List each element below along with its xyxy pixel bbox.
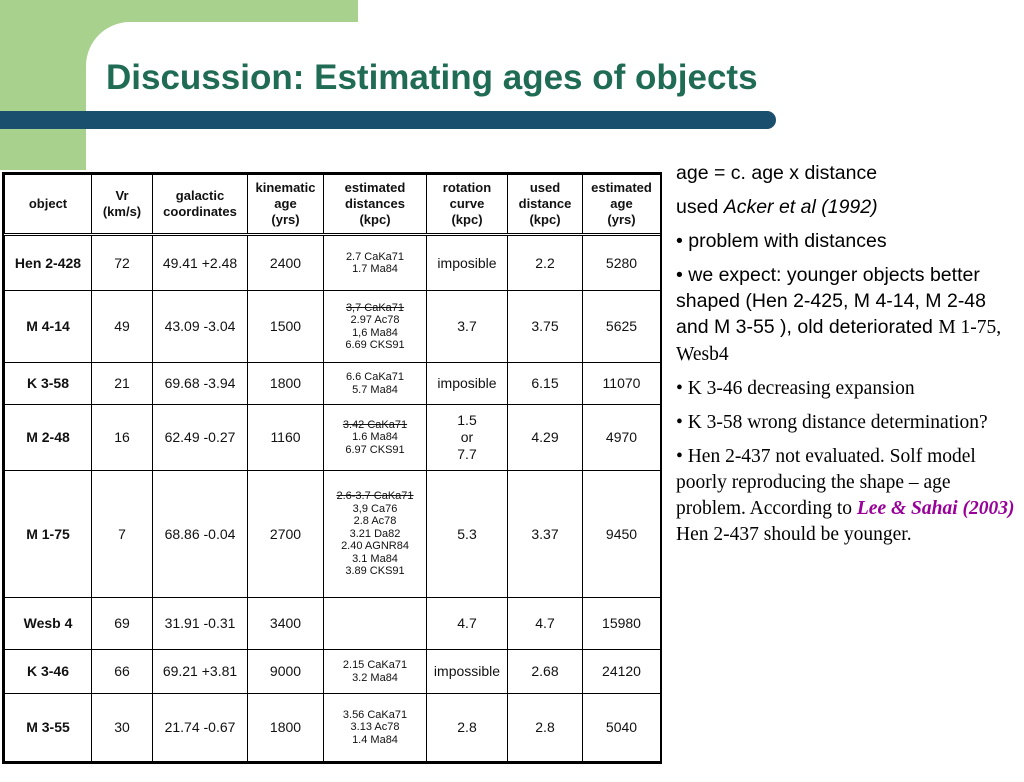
notes-panel (676, 160, 1022, 556)
table-row (5, 694, 661, 762)
column-header-line: rotation (442, 180, 492, 195)
cell-distances (324, 235, 427, 291)
table-row (5, 363, 661, 405)
cell-rotation-curve (427, 598, 508, 650)
rotation-value: 2.8 (457, 719, 477, 735)
column-header-line: (yrs) (271, 212, 300, 227)
cell-object: Hen 2-428 (5, 235, 92, 291)
distance-entry: 2.8 Ac78 (353, 515, 397, 528)
cell-coordinates: 21.74 -0.67 (153, 694, 248, 762)
column-header-line: estimated (344, 180, 406, 195)
cell-used-distance: 3.75 (508, 291, 583, 363)
cell-object: M 1-75 (5, 471, 92, 598)
cell-object: Wesb 4 (5, 598, 92, 650)
cell-vr: 66 (92, 650, 153, 694)
distance-entry: 1.7 Ma84 (352, 263, 398, 275)
table-row (5, 598, 661, 650)
bullet-hen2437-conclusion: Hen 2-437 should be younger. (676, 524, 912, 545)
bullet-hen2437-citation: Lee & Sahai (2003) (856, 498, 1015, 519)
cell-rotation-curve (427, 405, 508, 471)
cell-object: M 3-55 (5, 694, 92, 762)
bullet-expectation-text: • we expect: younger objects better shaped (Hen 2-425, M 4-14, M 2-48 and M 3-55 ), old deteriorated (676, 264, 987, 338)
distance-entry: 3.2 Ma84 (352, 671, 398, 684)
cell-kinematic-age: 1160 (248, 405, 324, 471)
distance-entry: 1.6 Ma84 (352, 431, 398, 444)
cell-object: K 3-46 (5, 650, 92, 694)
column-header-line: estimated (591, 180, 652, 195)
cell-estimated-age: 5040 (583, 694, 661, 762)
column-header-line: (kpc) (529, 212, 561, 227)
cell-rotation-curve (427, 471, 508, 598)
column-header-line: (km/s) (102, 204, 142, 219)
cell-vr: 30 (92, 694, 153, 762)
title-underline-bar (0, 111, 776, 129)
bullet-distances: • problem with distances (676, 230, 887, 252)
cell-kinematic-age: 1800 (248, 694, 324, 762)
distance-entry: 1.4 Ma84 (352, 733, 398, 746)
table-header-row (5, 175, 661, 235)
column-header-line: Vr (115, 188, 129, 203)
cell-object: M 2-48 (5, 405, 92, 471)
cell-distances (324, 598, 427, 650)
column-header-line: object (28, 196, 68, 211)
table-row (5, 471, 661, 598)
cell-estimated-age: 5280 (583, 235, 661, 291)
cell-rotation-curve (427, 291, 508, 363)
distance-entry: 1,6 Ma84 (352, 326, 398, 339)
cell-coordinates: 62.49 -0.27 (153, 405, 248, 471)
bullet-k358: • K 3-58 wrong distance determination? (676, 412, 988, 433)
distance-entry: 2.15 CaKa71 (342, 659, 408, 671)
cell-kinematic-age: 1500 (248, 291, 324, 363)
cell-used-distance: 3.37 (508, 471, 583, 598)
distance-entry: 3.89 CKS91 (345, 565, 405, 578)
cell-coordinates: 69.68 -3.94 (153, 363, 248, 405)
column-header-line: curve (449, 196, 485, 211)
cell-used-distance: 4.29 (508, 405, 583, 471)
column-header-line: (kpc) (451, 212, 483, 227)
rotation-value: or (460, 429, 474, 445)
cell-object: M 4-14 (5, 291, 92, 363)
rotation-value: 4.7 (457, 615, 477, 631)
rotation-value: 1.5 (457, 412, 477, 428)
column-header (248, 175, 324, 235)
table-row (5, 235, 661, 291)
column-header-line: kinematic (255, 180, 316, 195)
column-header (508, 175, 583, 235)
column-header-line: (yrs) (607, 212, 636, 227)
column-header (92, 175, 153, 235)
cell-kinematic-age: 2400 (248, 235, 324, 291)
column-header-line: age (274, 196, 297, 211)
cell-estimated-age: 24120 (583, 650, 661, 694)
bullet-hen2437-text: • Hen 2-437 not evaluated. Solf model poorly reproducing the shape – age problem. According to (676, 446, 976, 519)
column-header-line: distance (518, 196, 572, 211)
cell-distances (324, 363, 427, 405)
table-body (5, 235, 661, 762)
bullet-k346: • K 3-46 decreasing expansion (676, 378, 915, 399)
column-header (583, 175, 661, 235)
rotation-value: 5.3 (457, 525, 477, 542)
cell-used-distance: 2.8 (508, 694, 583, 762)
rotation-value: imposible (437, 375, 497, 391)
cell-vr: 69 (92, 598, 153, 650)
distance-entry: 5.7 Ma84 (352, 383, 398, 396)
cell-used-distance: 2.68 (508, 650, 583, 694)
cell-vr: 49 (92, 291, 153, 363)
cell-coordinates: 49.41 +2.48 (153, 235, 248, 291)
slide-title: Discussion: Estimating ages of objects (106, 58, 758, 97)
cell-estimated-age: 11070 (583, 363, 661, 405)
column-header-line: distances (345, 196, 405, 211)
cell-kinematic-age: 1800 (248, 363, 324, 405)
cell-kinematic-age: 3400 (248, 598, 324, 650)
bullet-hen2437 (676, 444, 1022, 548)
cell-estimated-age: 15980 (583, 598, 661, 650)
distance-entry: 2.40 AGNR84 (341, 540, 409, 553)
distance-entry: 3.21 Da82 (349, 527, 401, 540)
cell-vr: 21 (92, 363, 153, 405)
rotation-value: 7.7 (457, 446, 477, 462)
cell-rotation-curve (427, 694, 508, 762)
distance-entry: 2.97 Ac78 (350, 314, 400, 326)
column-header (324, 175, 427, 235)
note-reference-prefix: used (676, 196, 724, 218)
cell-estimated-age: 9450 (583, 471, 661, 598)
table-row (5, 650, 661, 694)
rotation-value: imposible (437, 254, 497, 271)
cell-estimated-age: 5625 (583, 291, 661, 363)
column-header (5, 175, 92, 235)
objects-table (4, 174, 661, 762)
cell-distances (324, 291, 427, 363)
cell-kinematic-age: 2700 (248, 471, 324, 598)
distance-entry: 2.6-3.7 CaKa71 (336, 490, 414, 503)
column-header (153, 175, 248, 235)
cell-rotation-curve (427, 650, 508, 694)
cell-coordinates: 69.21 +3.81 (153, 650, 248, 694)
cell-vr: 72 (92, 235, 153, 291)
distance-entry: 6.6 CaKa71 (345, 371, 405, 383)
distance-entry: 3.13 Ac78 (350, 721, 400, 734)
cell-coordinates: 43.09 -3.04 (153, 291, 248, 363)
distance-entry: 3.42 CaKa71 (342, 418, 408, 431)
distance-entry: 6.69 CKS91 (345, 339, 405, 351)
cell-vr: 16 (92, 405, 153, 471)
bullet-expectation-objects: M 1-75, Wesb4 (676, 317, 1002, 365)
distance-entry: 3,9 Ca76 (352, 502, 398, 515)
cell-used-distance: 2.2 (508, 235, 583, 291)
cell-distances (324, 694, 427, 762)
bullet-expectation (676, 262, 1022, 368)
cell-distances (324, 650, 427, 694)
column-header-line: (kpc) (359, 212, 391, 227)
column-header-line: used (529, 180, 561, 195)
table-row (5, 405, 661, 471)
cell-rotation-curve (427, 235, 508, 291)
column-header-line: galactic (175, 188, 225, 203)
cell-distances (324, 471, 427, 598)
distance-entry: 2.7 CaKa71 (345, 250, 405, 263)
cell-used-distance: 4.7 (508, 598, 583, 650)
distance-entry: 3,7 CaKa71 (345, 301, 405, 314)
cell-rotation-curve (427, 363, 508, 405)
cell-coordinates: 31.91 -0.31 (153, 598, 248, 650)
cell-vr: 7 (92, 471, 153, 598)
data-table-container (2, 172, 662, 764)
cell-object: K 3-58 (5, 363, 92, 405)
cell-distances (324, 405, 427, 471)
cell-estimated-age: 4970 (583, 405, 661, 471)
note-reference (676, 194, 1022, 220)
note-formula: age = c. age x distance (676, 162, 878, 184)
distance-entry: 3.1 Ma84 (352, 552, 398, 565)
cell-kinematic-age: 9000 (248, 650, 324, 694)
column-header-line: coordinates (163, 204, 237, 219)
distance-entry: 6.97 CKS91 (345, 443, 405, 456)
rotation-value: impossible (433, 663, 501, 679)
table-row (5, 291, 661, 363)
distance-entry: 3.56 CaKa71 (342, 708, 408, 721)
rotation-value: 3.7 (457, 318, 477, 334)
cell-coordinates: 68.86 -0.04 (153, 471, 248, 598)
note-reference-citation: Acker et al (1992) (723, 196, 878, 218)
column-header-line: age (610, 196, 633, 211)
column-header (427, 175, 508, 235)
cell-used-distance: 6.15 (508, 363, 583, 405)
